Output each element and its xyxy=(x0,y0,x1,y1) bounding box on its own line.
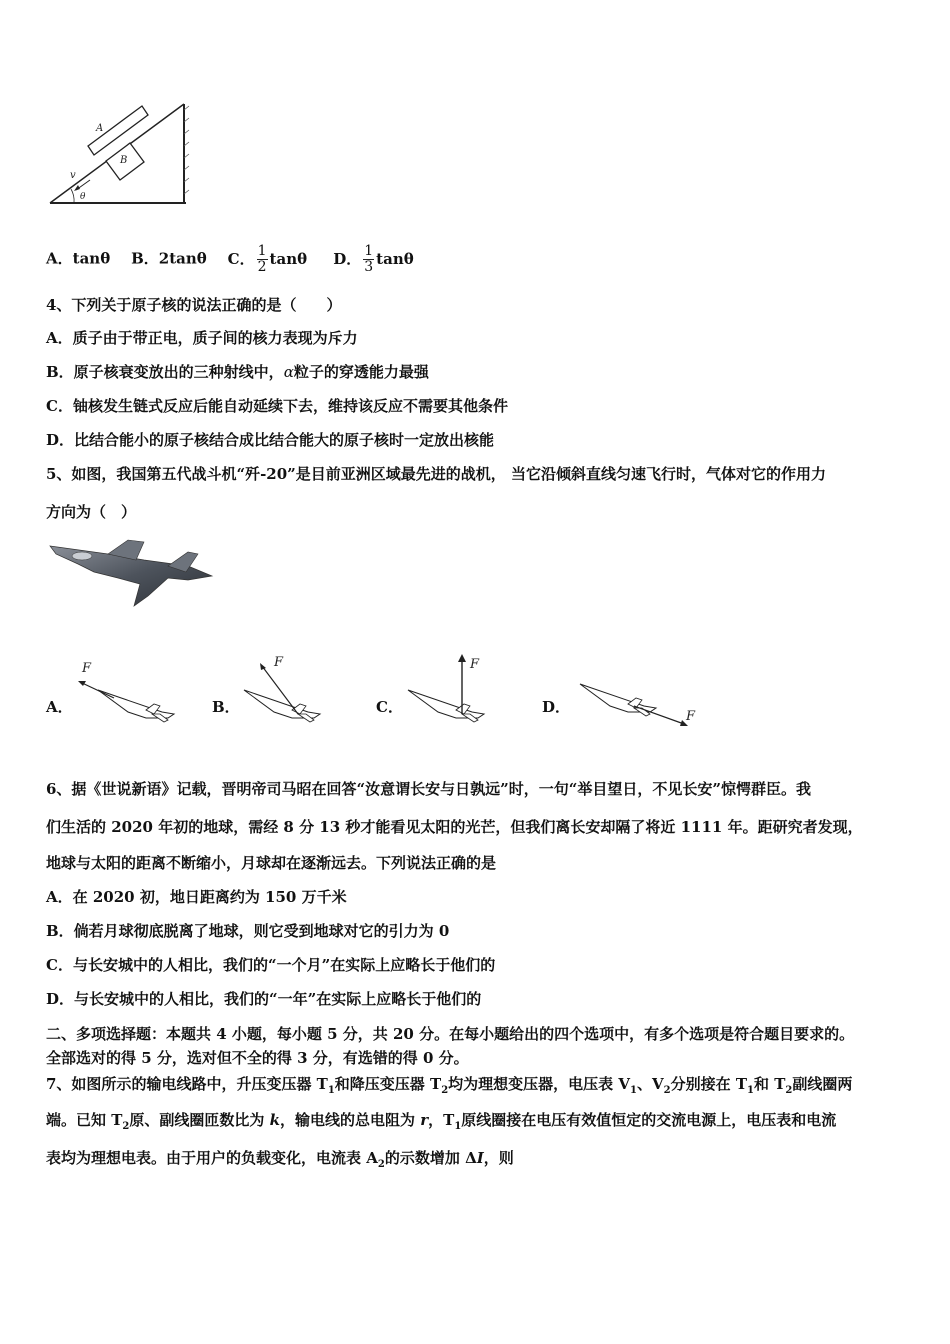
q3-option-d[interactable] xyxy=(333,243,414,275)
fighter-jet-image xyxy=(48,536,214,608)
q3-option-d-suffix: tanθ xyxy=(376,249,414,268)
incline-figure xyxy=(44,98,194,210)
subscript: 2 xyxy=(122,1121,130,1132)
frac-num: 1 xyxy=(257,243,267,259)
jet-silhouette-icon xyxy=(580,684,656,716)
q6-stem-line1: 6、据《世说新语》记载，晋明帝司马昭在回答“汝意谓长安与日孰远”时，一句“举目望日，不见长安”惊愕群臣。我 xyxy=(46,780,811,798)
q7-text: 、V xyxy=(637,1075,664,1093)
q6-option-a[interactable]: A．在 2020 初，地日距离约为 150 万千米 xyxy=(46,888,347,906)
force-label: F xyxy=(274,655,284,670)
label-theta: θ xyxy=(80,192,86,202)
q5-stem-line1: 5、如图，我国第五代战斗机“歼-20”是目前亚洲区域最先进的战机， 当它沿倾斜直线匀速飞行时，气体对它的作用力 xyxy=(46,465,827,483)
q6-stem-line3: 地球与太阳的距离不断缩小，月球却在逐渐远去。下列说法正确的是 xyxy=(46,854,497,872)
q3-option-c[interactable] xyxy=(227,243,313,275)
var-r: r xyxy=(420,1111,429,1129)
q4-option-d[interactable]: D．比结合能小的原子核结合成比结合能大的原子核时一定放出核能 xyxy=(46,431,495,449)
frac-den: 3 xyxy=(364,259,374,275)
q6-stem-line2: 们生活的 2020 年初的地球，需经 8 分 13 秒才能看见太阳的光芒，但我们离长安却隔了将近 1111 年。距研究者发现， xyxy=(46,818,863,836)
q7-text: 副线圈两 xyxy=(792,1075,853,1093)
q3-option-b[interactable]: B．2tanθ xyxy=(131,249,207,268)
var-k: k xyxy=(269,1111,280,1129)
q3-options xyxy=(46,244,414,275)
q7-text: ，则 xyxy=(483,1149,514,1167)
q7-stem-line3 xyxy=(46,1148,514,1175)
label-b: B xyxy=(120,155,128,166)
fraction-third xyxy=(363,244,374,275)
q5-stem-line2: 方向为（ ） xyxy=(46,503,137,521)
q7-text: ，T xyxy=(428,1111,455,1129)
force-label: F xyxy=(686,709,696,724)
q4-option-c[interactable]: C．铀核发生链式反应后能自动延续下去，维持该反应不需要其他条件 xyxy=(46,397,508,415)
subscript: 2 xyxy=(377,1159,385,1170)
q5-diagram-c xyxy=(400,650,510,730)
subscript: 1 xyxy=(630,1085,637,1096)
q3-option-d-prefix: D． xyxy=(333,249,362,268)
fraction-half xyxy=(257,244,268,275)
q6-option-c[interactable]: C．与长安城中的人相比，我们的“一个月”在实际上应略长于他们的 xyxy=(46,956,496,974)
q7-stem-line2 xyxy=(46,1110,836,1137)
label-v: v xyxy=(70,170,76,181)
section2-heading-line1: 二、多项选择题：本题共 4 小题，每小题 5 分，共 20 分。在每小题给出的四个选项中，有多个选项是符合题目要求的。 xyxy=(46,1025,855,1043)
q4-option-a[interactable]: A．质子由于带正电，质子间的核力表现为斥力 xyxy=(46,329,358,347)
q5-diagram-a xyxy=(70,654,180,730)
q7-text: 和降压变压器 T xyxy=(334,1075,442,1093)
q7-text: 表均为理想电表。由于用户的负载变化，电流表 A xyxy=(46,1149,378,1167)
force-label: F xyxy=(82,661,92,676)
q4-stem: 4、下列关于原子核的说法正确的是（ ） xyxy=(46,296,342,314)
q7-text: 7、如图所示的输电线路中，升压变压器 T xyxy=(46,1075,328,1093)
subscript: 2 xyxy=(441,1085,449,1096)
q7-text: 端。已知 T xyxy=(46,1111,123,1129)
q7-text: 和 T xyxy=(753,1075,786,1093)
q7-text: 的示数增加 Δ xyxy=(384,1149,477,1167)
subscript: 1 xyxy=(454,1121,462,1132)
q4-b-pre: B．原子核衰变放出的三种射线中， xyxy=(46,363,284,381)
q5-diagram-d xyxy=(572,672,702,734)
q5-diagram-b xyxy=(236,650,346,730)
alpha-symbol: α xyxy=(283,363,294,381)
var-i: I xyxy=(476,1149,484,1167)
q4-option-b[interactable] xyxy=(46,362,429,382)
q5-option-a[interactable]: A． xyxy=(46,698,73,716)
q3-option-c-prefix: C． xyxy=(227,249,255,268)
subscript: 2 xyxy=(663,1085,671,1096)
q3-option-c-suffix: tanθ xyxy=(269,249,308,268)
frac-den: 2 xyxy=(257,259,267,275)
q5-option-d[interactable]: D． xyxy=(542,698,571,716)
q7-stem-line1 xyxy=(46,1074,852,1101)
frac-num: 1 xyxy=(364,243,374,259)
subscript: 1 xyxy=(327,1085,335,1096)
q7-text: ，输电线的总电阻为 xyxy=(280,1111,421,1129)
q7-text: 分别接在 T xyxy=(670,1075,747,1093)
q7-text: 原、副线圈匝数比为 xyxy=(129,1111,270,1129)
q7-text: 均为理想变压器，电压表 V xyxy=(448,1075,631,1093)
q4-b-post: 粒子的穿透能力最强 xyxy=(293,363,429,381)
force-label: F xyxy=(470,657,480,672)
q6-option-b[interactable]: B．倘若月球彻底脱离了地球，则它受到地球对它的引力为 0 xyxy=(46,922,450,940)
q7-text: 原线圈接在电压有效值恒定的交流电源上，电压表和电流 xyxy=(461,1111,837,1129)
jet-silhouette-icon xyxy=(98,690,174,722)
label-a: A xyxy=(96,123,104,134)
jet-silhouette-icon xyxy=(244,690,320,722)
subscript: 2 xyxy=(785,1085,793,1096)
q5-option-c[interactable]: C． xyxy=(376,698,403,716)
q5-option-b[interactable]: B． xyxy=(212,698,240,716)
q6-option-d[interactable]: D．与长安城中的人相比，我们的“一年”在实际上应略长于他们的 xyxy=(46,990,482,1008)
q3-option-a[interactable]: A．tanθ xyxy=(46,249,111,268)
section2-heading-line2: 全部选对的得 5 分，选对但不全的得 3 分，有选错的得 0 分。 xyxy=(46,1049,469,1067)
jet-silhouette-icon xyxy=(408,690,484,722)
subscript: 1 xyxy=(747,1085,754,1096)
